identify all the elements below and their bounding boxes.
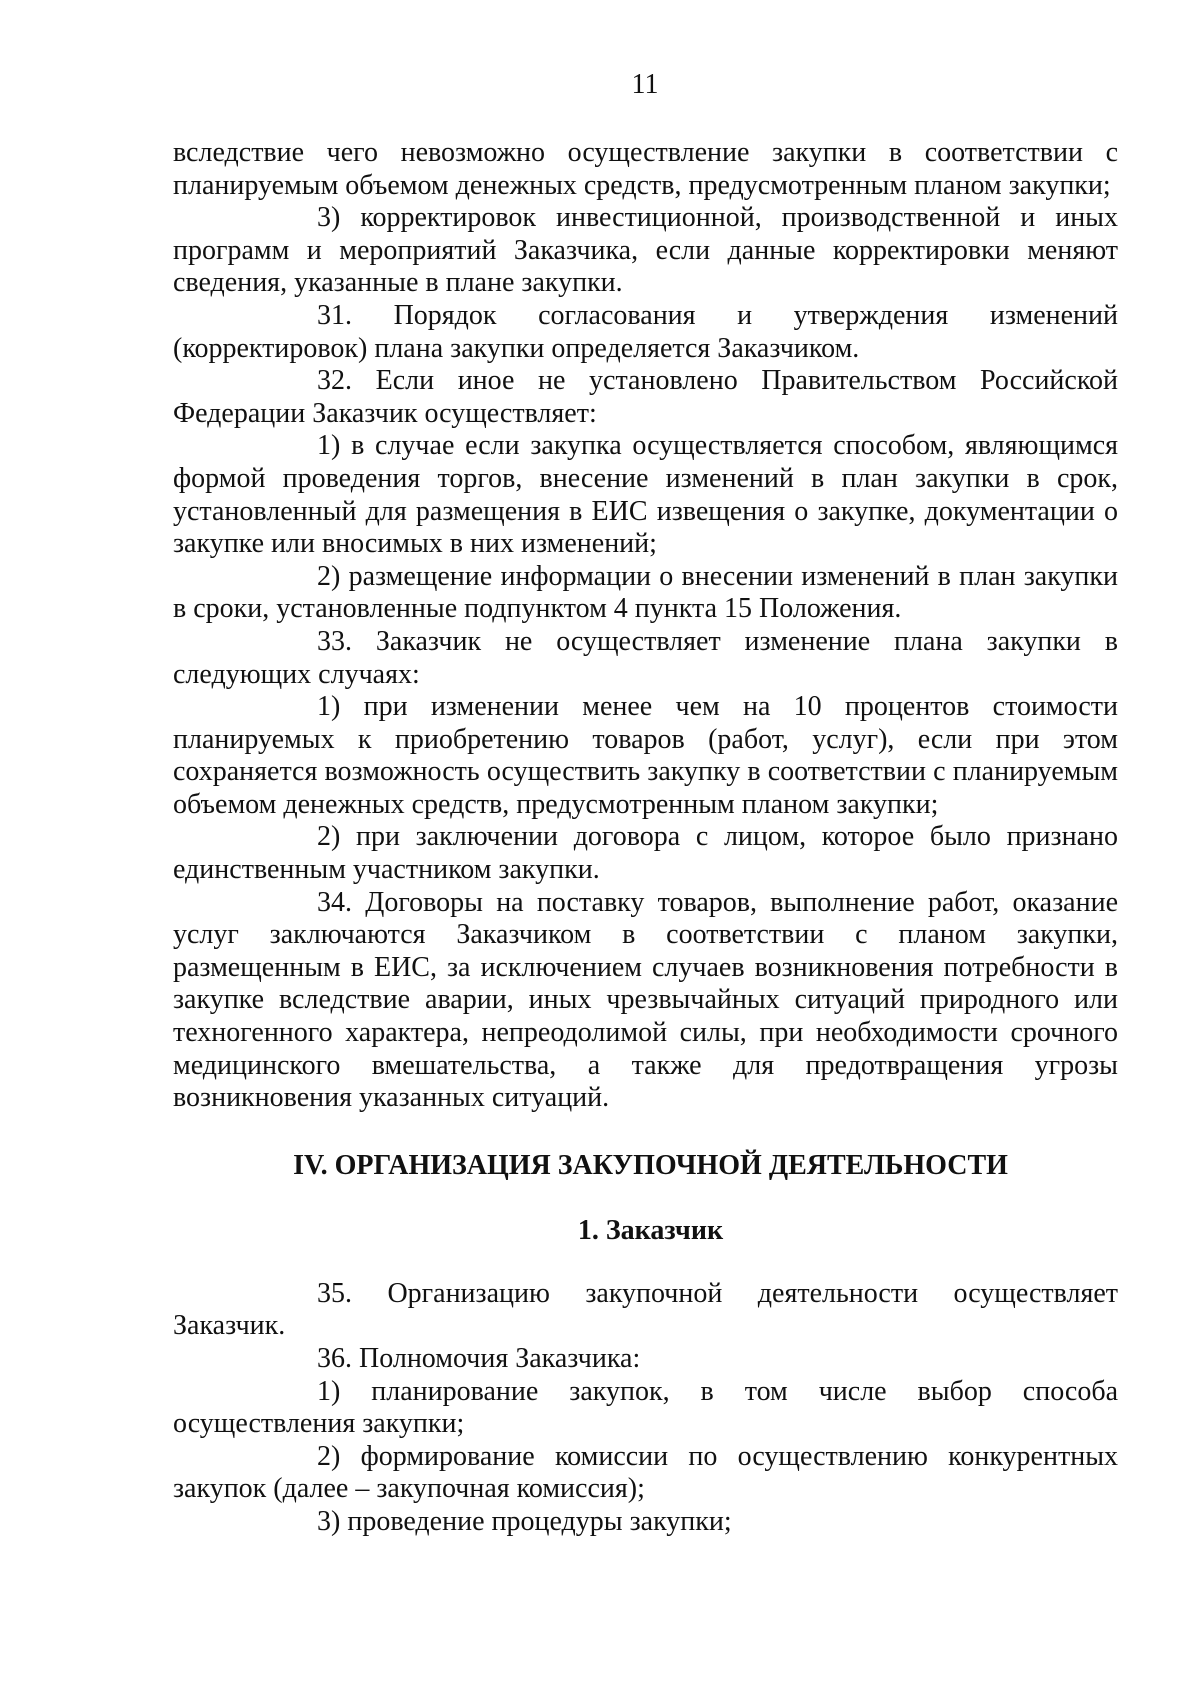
item-text: размещение информации о внесении изменений в план закупки в сроки, установленные подпунктом 4 пункта 15 Положения.: [173, 560, 1119, 625]
list-item: [173, 430, 1118, 560]
item-text: формирование комиссии по осуществлению конкурентных закупок (далее – закупочная комиссия);: [173, 1440, 1119, 1505]
item-number: 2): [317, 560, 341, 592]
spacer: [173, 1248, 1118, 1278]
item-text: планирование закупок, в том числе выбор способа осуществления закупки;: [173, 1375, 1118, 1440]
list-item: [173, 202, 1118, 300]
list-item: [173, 561, 1118, 626]
list-item: [173, 821, 1118, 886]
document-body: [173, 137, 1118, 1539]
list-item: [173, 1506, 1118, 1539]
item-number: 3): [317, 1505, 341, 1537]
clause-text: Организацию закупочной деятельности осуществляет Заказчик.: [173, 1277, 1118, 1342]
clause-paragraph: [173, 626, 1118, 691]
item-number: 1): [317, 1375, 341, 1407]
clause-text: Договоры на поставку товаров, выполнение работ, оказание услуг заключаются Заказчиком в соответствии с планом закупки, размещенным в ЕИС, за исключением случаев возникновения потребности в закупке вследствие аварии, иных чрезвычайных ситуаций природного или техногенного характера, непреодолимой силы, при необходимости срочного медицинского вмешательства, а также для предотвращения угрозы возникновения указанных ситуаций.: [173, 886, 1118, 1114]
clause-paragraph: [173, 1278, 1118, 1343]
item-number: 2): [317, 821, 341, 853]
clause-number: 33.: [317, 625, 352, 657]
paragraph-text: вследствие чего невозможно осуществление закупки в соответствии с планируемым объемом денежных средств, предусмотренным планом закупки;: [173, 137, 1118, 201]
item-text: в случае если закупка осуществляется способом, являющимся формой проведения торгов, внесение изменений в план закупки в срок, установленный для размещения в ЕИС извещения о закупке, документации о закупке или вносимых в них изменений;: [173, 430, 1119, 560]
item-text: проведение процедуры закупки;: [347, 1505, 732, 1537]
clause-number: 35.: [317, 1277, 352, 1309]
clause-paragraph: [173, 887, 1118, 1115]
list-item: [173, 1441, 1118, 1506]
clause-number: 32.: [317, 365, 352, 397]
item-number: 1): [317, 691, 341, 723]
clause-paragraph: [173, 300, 1118, 365]
item-text: корректировок инвестиционной, производственной и иных программ и мероприятий Заказчика, если данные корректировки меняют сведения, указанные в плане закупки.: [173, 202, 1118, 299]
clause-paragraph: [173, 365, 1118, 430]
section-heading: IV. ОРГАНИЗАЦИЯ ЗАКУПОЧНОЙ ДЕЯТЕЛЬНОСТИ: [293, 1149, 1008, 1181]
clause-number: 31.: [317, 299, 352, 331]
clause-number: 36.: [317, 1343, 352, 1374]
item-number: 3): [317, 202, 341, 234]
clause-paragraph: [173, 1343, 1118, 1376]
item-text: при заключении договора с лицом, которое было признано единственным участником закупки.: [173, 821, 1118, 886]
item-number: 2): [317, 1440, 341, 1472]
clause-text: Если иное не установлено Правительством Российской Федерации Заказчик осуществляет:: [173, 365, 1119, 429]
page-number: 11: [631, 69, 659, 100]
paragraph-continuation: [173, 137, 1118, 202]
item-number: 1): [317, 430, 341, 462]
item-text: при изменении менее чем на 10 процентов стоимости планируемых к приобретению товаров (работ, услуг), если при этом сохраняется возможность осуществить закупку в соответствии с планируемым объемом денежных средств, предусмотренным планом закупки;: [173, 691, 1118, 820]
clause-text: Заказчик не осуществляет изменение плана закупки в следующих случаях:: [173, 625, 1118, 690]
clause-text: Полномочия Заказчика:: [359, 1343, 641, 1374]
list-item: [173, 691, 1118, 821]
subsection-heading: 1. Заказчик: [577, 1214, 724, 1246]
clause-number: 34.: [317, 886, 352, 918]
clause-text: Порядок согласования и утверждения изменений (корректировок) плана закупки определяется Заказчиком.: [173, 299, 1118, 364]
list-item: [173, 1376, 1118, 1441]
